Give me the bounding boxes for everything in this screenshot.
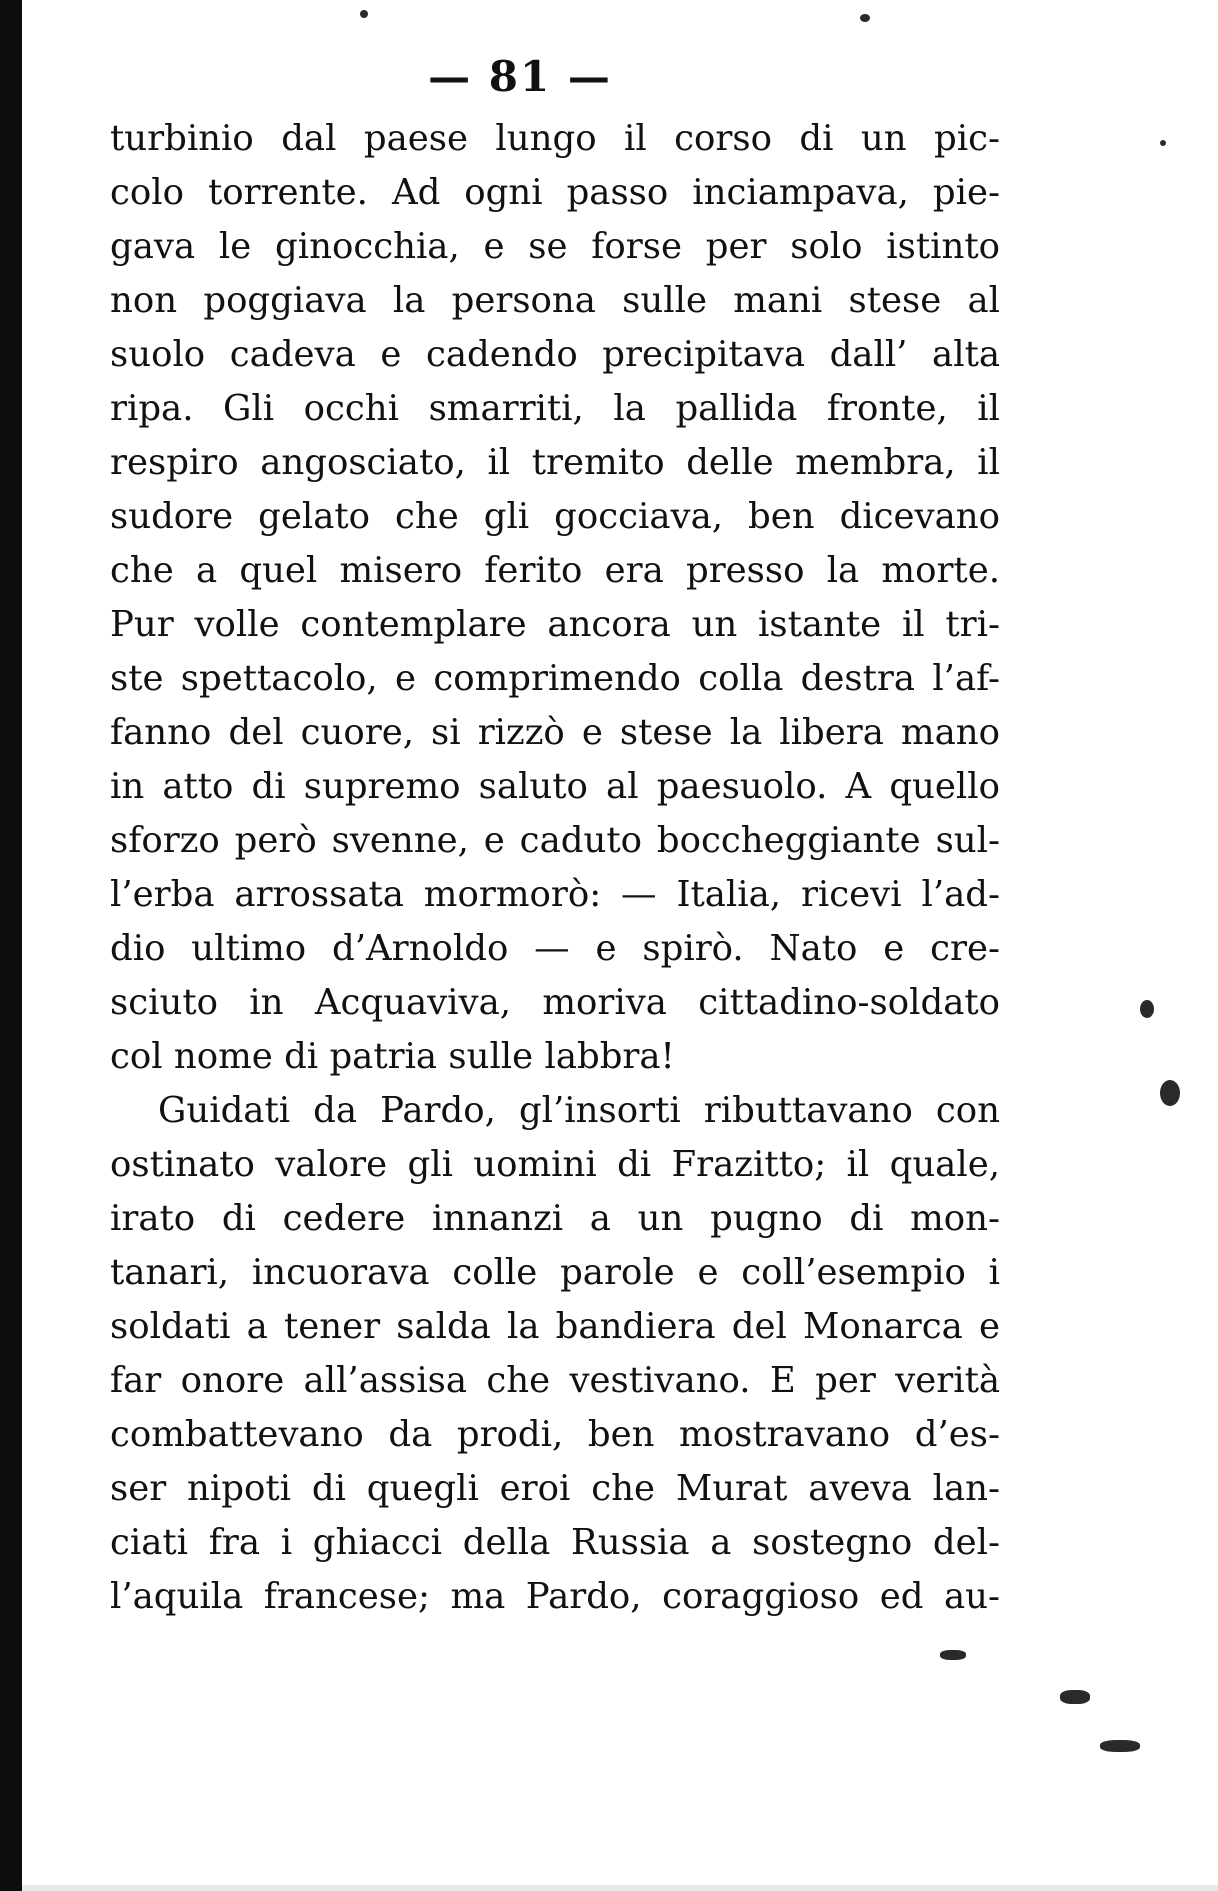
text-line: fanno del cuore, si rizzò e stese la libera mano	[110, 712, 1000, 753]
text-line: non poggiava la persona sulle mani stese al	[110, 280, 1000, 321]
text-line: l’erba arrossata mormorò: — Italia, ricevi l’ad-	[110, 874, 1000, 915]
text-line: far onore all’assisa che vestivano. E per verità	[110, 1360, 1000, 1401]
text-line: turbinio dal paese lungo il corso di un pic-	[110, 118, 1000, 159]
text-line: in atto di supremo saluto al paesuolo. A quello	[110, 766, 1000, 807]
text-line: ostinato valore gli uomini di Frazitto; il quale,	[110, 1144, 1000, 1185]
paragraph-2	[110, 1084, 1000, 1624]
page-bottom-edge	[22, 1885, 1218, 1891]
text-line: gava le ginocchia, e se forse per solo istinto	[110, 226, 1000, 267]
page-binding-edge	[0, 0, 22, 1891]
scan-speck	[1140, 1000, 1154, 1018]
text-line: l’aquila francese; ma Pardo, coraggioso ed au-	[110, 1576, 1000, 1617]
scan-speck	[860, 14, 870, 22]
scan-speck	[1100, 1740, 1140, 1752]
scan-speck	[1060, 1690, 1090, 1704]
text-line: sciuto in Acquaviva, moriva cittadino-soldato	[110, 982, 1000, 1023]
text-line: ste spettacolo, e comprimendo colla destra l’af-	[110, 658, 1000, 699]
text-line: respiro angosciato, il tremito delle membra, il	[110, 442, 1000, 483]
text-line: colo torrente. Ad ogni passo inciampava, pie-	[110, 172, 1000, 213]
page-number: — 81 —	[428, 52, 612, 101]
scan-speck	[1160, 1080, 1180, 1106]
text-line: che a quel misero ferito era presso la morte.	[110, 550, 1000, 591]
text-line: col nome di patria sulle labbra!	[110, 1036, 675, 1077]
text-line: combattevano da prodi, ben mostravano d’es-	[110, 1414, 1000, 1455]
text-line: sforzo però svenne, e caduto boccheggiante sul-	[110, 820, 1000, 861]
text-line: Pur volle contemplare ancora un istante il tri-	[110, 604, 1000, 645]
text-line: ripa. Gli occhi smarriti, la pallida fronte, il	[110, 388, 1000, 429]
text-line: Guidati da Pardo, gl’insorti ributtavano con	[158, 1090, 1000, 1131]
text-line: suolo cadeva e cadendo precipitava dall’ alta	[110, 334, 1000, 375]
scan-speck	[940, 1650, 966, 1660]
text-line: ciati fra i ghiacci della Russia a sostegno del-	[110, 1522, 1000, 1563]
text-line: irato di cedere innanzi a un pugno di mon-	[110, 1198, 1000, 1239]
body-text	[110, 112, 1000, 1624]
paragraph-1	[110, 112, 1000, 1084]
text-line: soldati a tener salda la bandiera del Monarca e	[110, 1306, 1000, 1347]
text-line: ser nipoti di quegli eroi che Murat aveva lan-	[110, 1468, 1000, 1509]
scan-speck	[360, 10, 368, 18]
text-line: dio ultimo d’Arnoldo — e spirò. Nato e cre-	[110, 928, 1000, 969]
scan-speck	[1160, 140, 1166, 146]
text-line: tanari, incuorava colle parole e coll’esempio i	[110, 1252, 1000, 1293]
text-line: sudore gelato che gli gocciava, ben dicevano	[110, 496, 1000, 537]
